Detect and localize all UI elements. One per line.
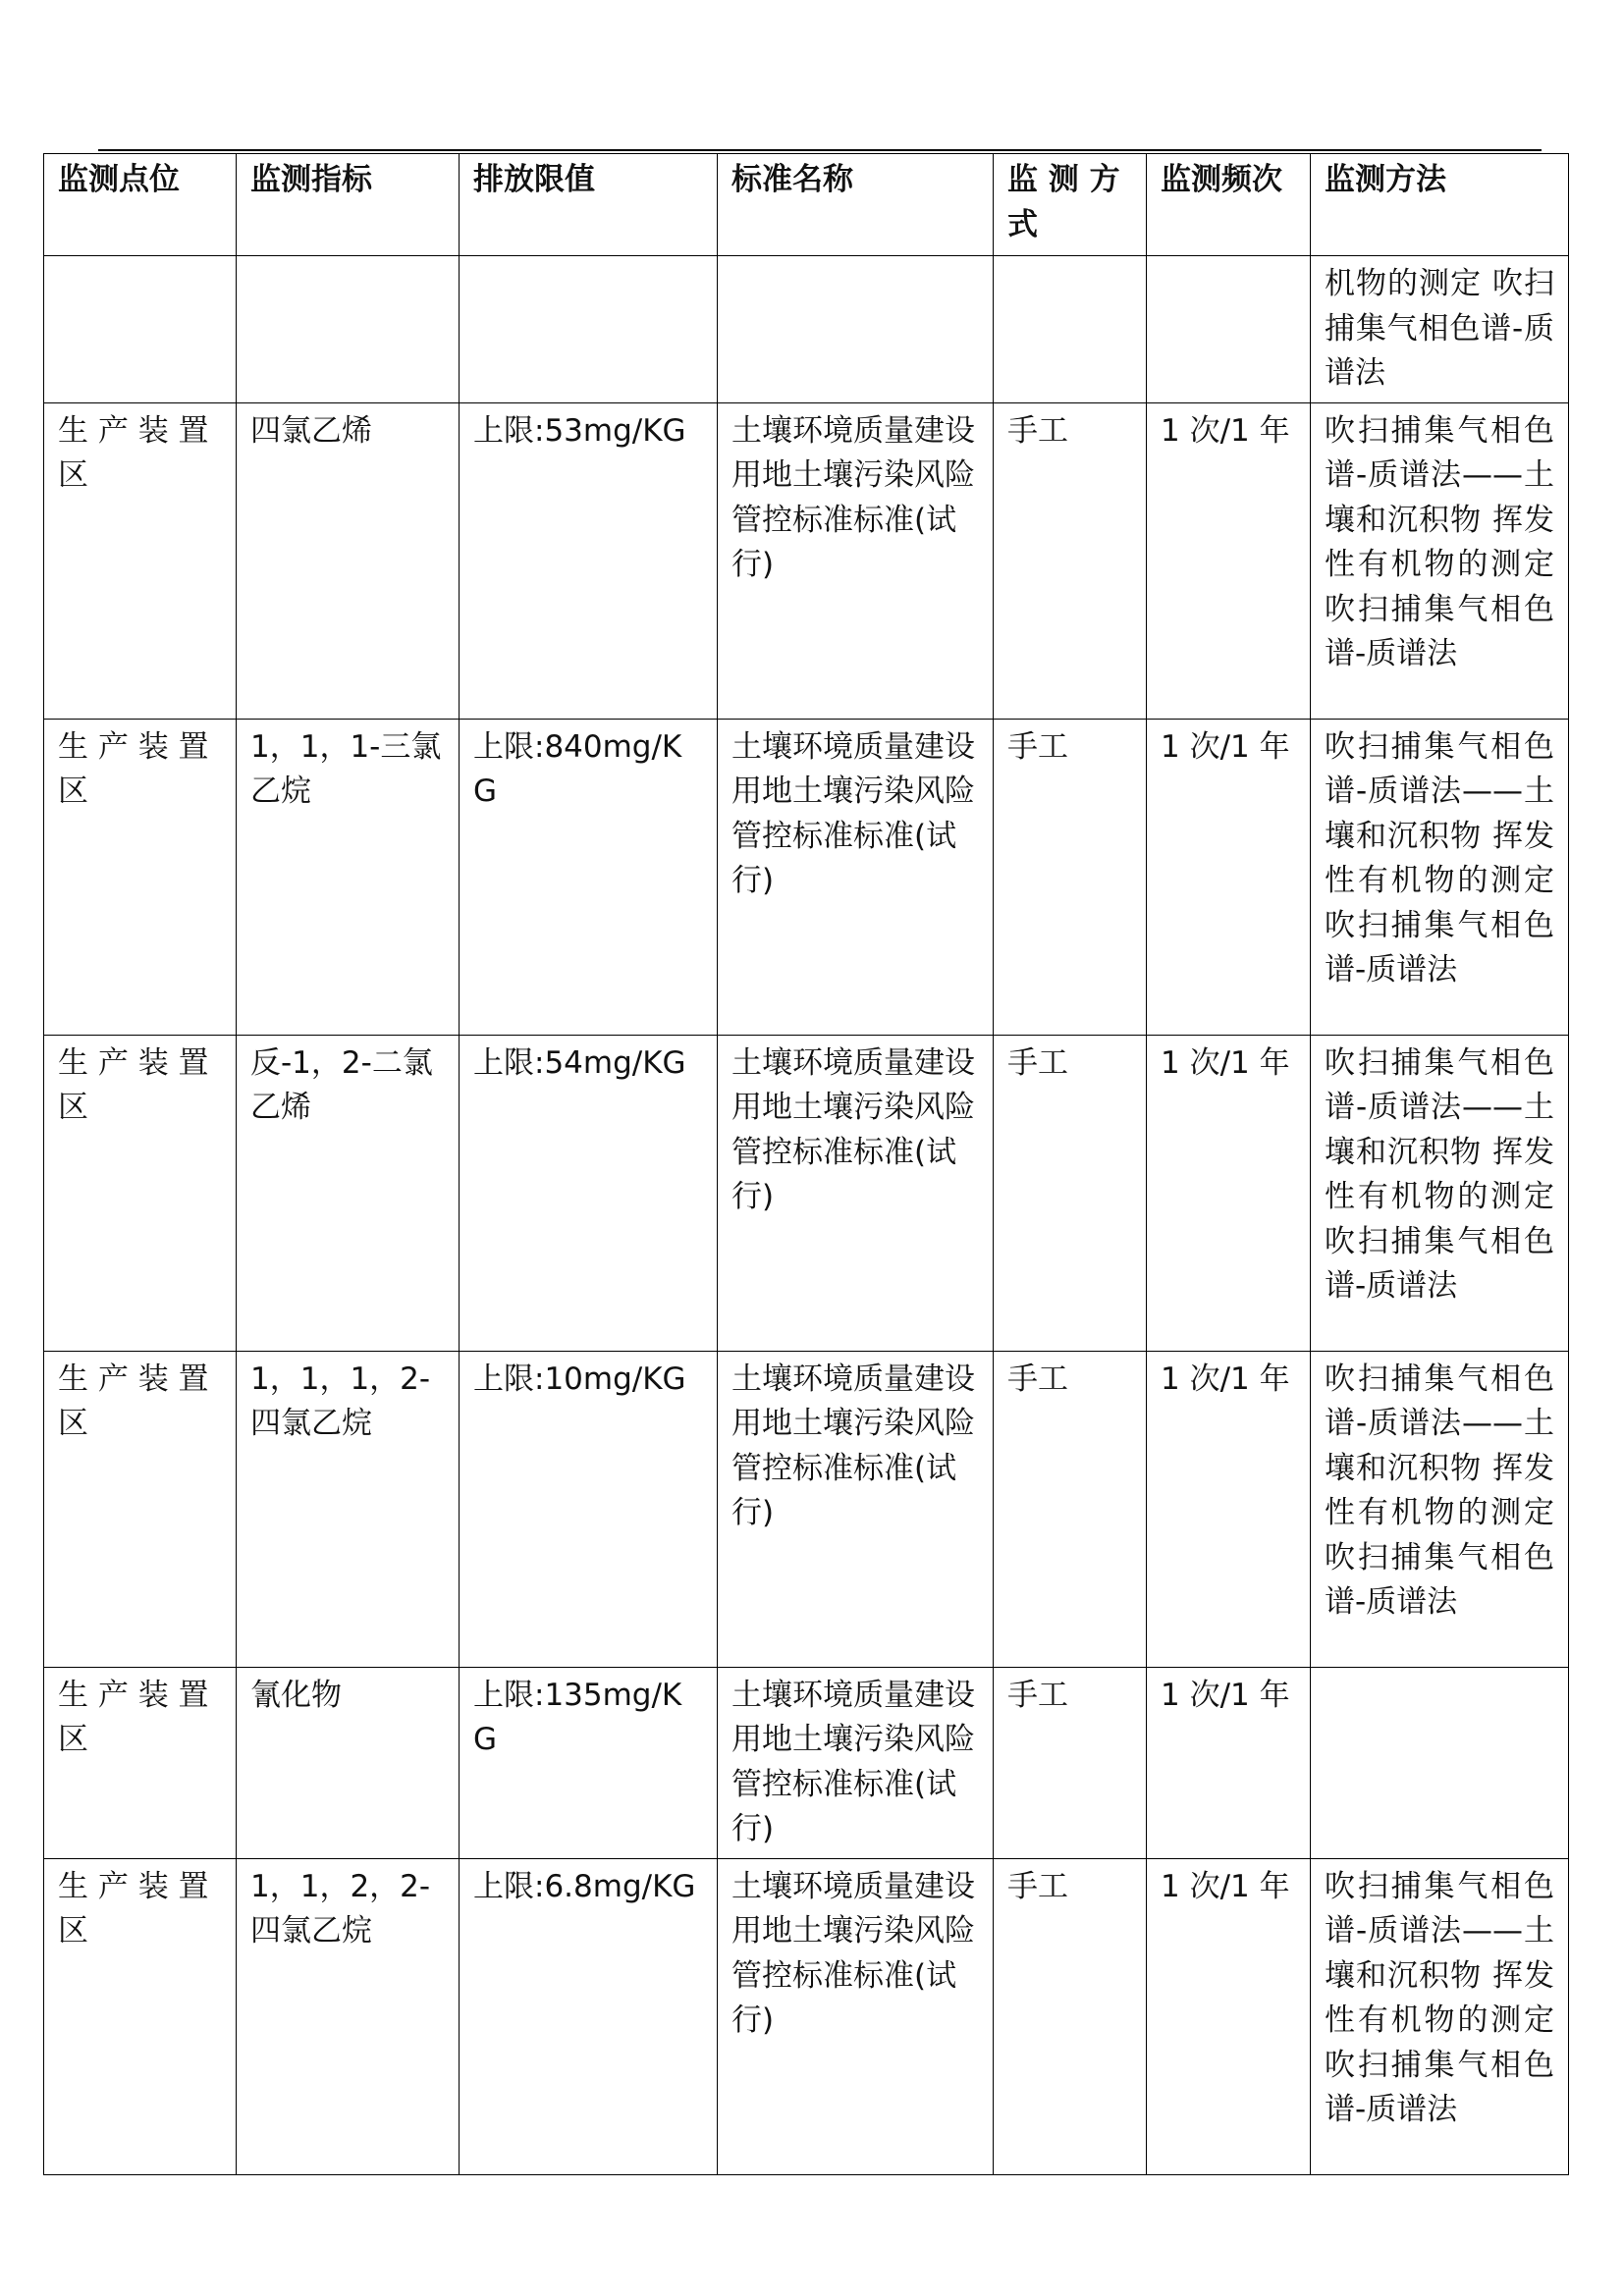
cell-mode: 手工 [994, 1858, 1147, 2174]
cell-limit: 上限:54mg/KG [460, 1035, 718, 1351]
header-method: 监测方法 [1311, 154, 1569, 256]
cell-frequency: 1 次/1 年 [1147, 1351, 1311, 1667]
cell-indicator: 反-1，2-二氯乙烯 [237, 1035, 460, 1351]
header-location: 监测点位 [44, 154, 237, 256]
cell-mode [994, 256, 1147, 403]
cell-method: 机物的测定 吹扫捕集气相色谱-质谱法 [1311, 256, 1569, 403]
cell-location: 生 产 装 置 区 [44, 1667, 237, 1858]
header-indicator: 监测指标 [237, 154, 460, 256]
table-row [44, 1667, 1569, 1858]
cell-limit: 上限:135mg/KG [460, 1667, 718, 1858]
cell-indicator: 1，1，1，2-四氯乙烷 [237, 1351, 460, 1667]
cell-method: 吹扫捕集气相色谱-质谱法——土壤和沉积物 挥发性有机物的测定 吹扫捕集气相色谱-质谱法 [1311, 1858, 1569, 2174]
cell-frequency: 1 次/1 年 [1147, 1667, 1311, 1858]
table-row [44, 719, 1569, 1035]
monitoring-table [43, 153, 1569, 2175]
continuation-row [44, 256, 1569, 403]
cell-mode: 手工 [994, 402, 1147, 719]
cell-frequency: 1 次/1 年 [1147, 1858, 1311, 2174]
cell-location: 生 产 装 置 区 [44, 1858, 237, 2174]
cell-location: 生 产 装 置 区 [44, 1351, 237, 1667]
table-row [44, 1351, 1569, 1667]
table-row [44, 1035, 1569, 1351]
header-mode: 监 测 方 式 [994, 154, 1147, 256]
cell-method [1311, 1667, 1569, 1858]
cell-frequency: 1 次/1 年 [1147, 402, 1311, 719]
cell-location: 生 产 装 置 区 [44, 719, 237, 1035]
cell-standard: 土壤环境质量建设用地土壤污染风险管控标准标准(试行) [718, 1035, 994, 1351]
table-row [44, 402, 1569, 719]
cell-mode: 手工 [994, 1035, 1147, 1351]
cell-standard: 土壤环境质量建设用地土壤污染风险管控标准标准(试行) [718, 1858, 994, 2174]
cell-method: 吹扫捕集气相色谱-质谱法——土壤和沉积物 挥发性有机物的测定 吹扫捕集气相色谱-质谱法 [1311, 1351, 1569, 1667]
cell-mode: 手工 [994, 1351, 1147, 1667]
table-row [44, 1858, 1569, 2174]
cell-location: 生 产 装 置 区 [44, 1035, 237, 1351]
cell-standard: 土壤环境质量建设用地土壤污染风险管控标准标准(试行) [718, 719, 994, 1035]
cell-location [44, 256, 237, 403]
header-standard: 标准名称 [718, 154, 994, 256]
header-limit: 排放限值 [460, 154, 718, 256]
top-rule [98, 149, 1542, 151]
cell-standard: 土壤环境质量建设用地土壤污染风险管控标准标准(试行) [718, 402, 994, 719]
cell-mode: 手工 [994, 1667, 1147, 1858]
cell-location: 生 产 装 置 区 [44, 402, 237, 719]
cell-method: 吹扫捕集气相色谱-质谱法——土壤和沉积物 挥发性有机物的测定 吹扫捕集气相色谱-质谱法 [1311, 1035, 1569, 1351]
cell-indicator: 1，1，2，2-四氯乙烷 [237, 1858, 460, 2174]
cell-standard: 土壤环境质量建设用地土壤污染风险管控标准标准(试行) [718, 1667, 994, 1858]
cell-method: 吹扫捕集气相色谱-质谱法——土壤和沉积物 挥发性有机物的测定 吹扫捕集气相色谱-质谱法 [1311, 719, 1569, 1035]
cell-limit: 上限:53mg/KG [460, 402, 718, 719]
cell-method: 吹扫捕集气相色谱-质谱法——土壤和沉积物 挥发性有机物的测定 吹扫捕集气相色谱-质谱法 [1311, 402, 1569, 719]
cell-frequency: 1 次/1 年 [1147, 719, 1311, 1035]
cell-frequency: 1 次/1 年 [1147, 1035, 1311, 1351]
cell-standard [718, 256, 994, 403]
cell-limit: 上限:10mg/KG [460, 1351, 718, 1667]
header-row [44, 154, 1569, 256]
cell-indicator: 氰化物 [237, 1667, 460, 1858]
cell-frequency [1147, 256, 1311, 403]
cell-indicator [237, 256, 460, 403]
cell-limit: 上限:6.8mg/KG [460, 1858, 718, 2174]
cell-standard: 土壤环境质量建设用地土壤污染风险管控标准标准(试行) [718, 1351, 994, 1667]
cell-indicator: 四氯乙烯 [237, 402, 460, 719]
cell-indicator: 1，1，1-三氯乙烷 [237, 719, 460, 1035]
cell-limit: 上限:840mg/KG [460, 719, 718, 1035]
cell-limit [460, 256, 718, 403]
cell-mode: 手工 [994, 719, 1147, 1035]
header-frequency: 监测频次 [1147, 154, 1311, 256]
